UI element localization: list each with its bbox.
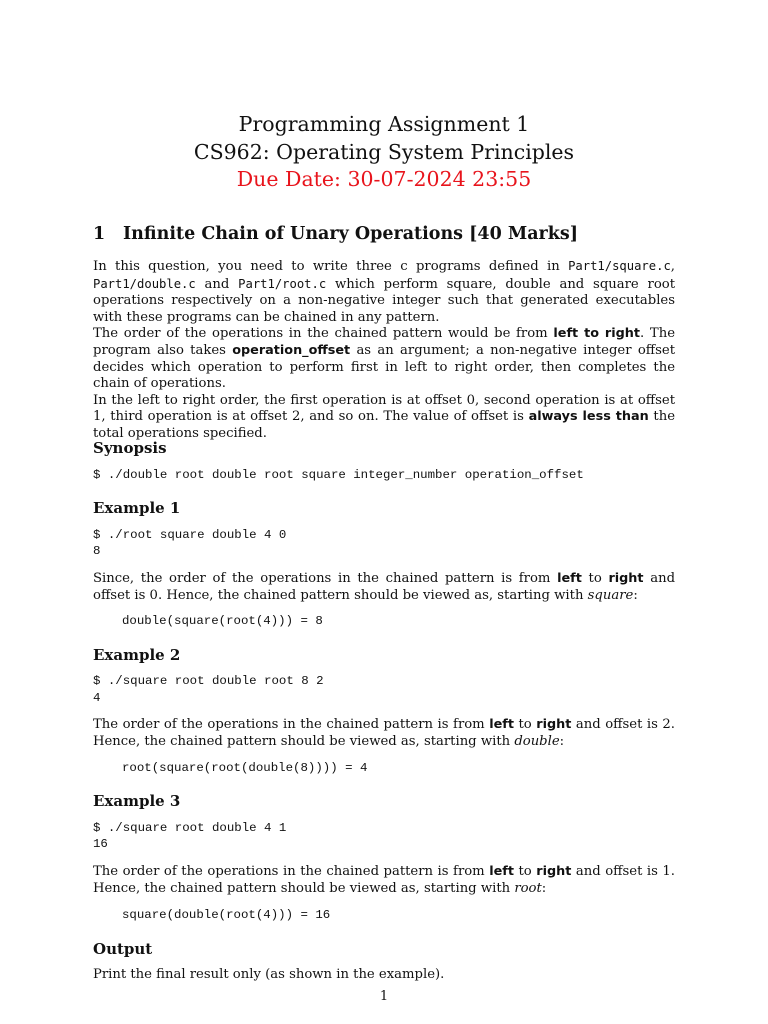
synopsis-heading: Synopsis <box>93 439 167 457</box>
file-root: Part1/root.c <box>238 276 327 291</box>
example1-text: Since, the order of the operations in the chained pattern is from left to right and offset is 0. Hence, the chained pattern should be viewed as, starting with square: <box>93 571 676 603</box>
example1-command: $ ./root square double 4 0 <box>93 528 287 542</box>
example3-expression: square(double(root(4))) = 16 <box>122 908 331 922</box>
example1-output: 8 <box>93 544 101 558</box>
course-title: CS962: Operating System Principles <box>193 140 575 164</box>
file-double: Part1/double.c <box>93 276 196 291</box>
synopsis-command: $ ./double root double root square integer_number operation_offset <box>93 468 584 482</box>
intro-paragraph-2: The order of the operations in the chained pattern would be from left to right. The program also takes operation_offset as an argument; a non-negative integer offset decides which operation to perform first in left to right order, then completes the chain of operations. <box>93 326 676 392</box>
output-text: Print the final result only (as shown in the example). <box>93 967 445 982</box>
intro-text <box>93 258 675 443</box>
page-number: 1 <box>379 989 389 1004</box>
example1-heading: Example 1 <box>93 499 181 517</box>
doc-title: Programming Assignment 1 <box>238 112 530 136</box>
output-heading: Output <box>93 940 153 958</box>
example3-command: $ ./square root double 4 1 <box>93 821 287 835</box>
example2-output: 4 <box>93 691 101 705</box>
section-title: Infinite Chain of Unary Operations [40 Marks] <box>123 224 579 244</box>
example3-output: 16 <box>93 837 108 851</box>
example3-text: The order of the operations in the chained pattern is from left to right and offset is 1. Hence, the chained pattern should be viewed as, starting with root: <box>93 864 675 896</box>
example2-command: $ ./square root double root 8 2 <box>93 674 324 688</box>
example2-text: The order of the operations in the chained pattern is from left to right and offset is 2. Hence, the chained pattern should be viewed as, starting with double: <box>93 717 675 749</box>
file-square: Part1/square.c <box>568 259 671 273</box>
section-number: 1 <box>93 224 106 244</box>
example2-expression: root(square(root(double(8)))) = 4 <box>122 761 368 775</box>
example2-heading: Example 2 <box>93 646 181 664</box>
due-date: Due Date: 30-07-2024 23:55 <box>236 167 532 191</box>
example3-heading: Example 3 <box>93 792 181 810</box>
intro-paragraph-1: In this question, you need to write three c programs defined in Part1/square.c, Part1/double.c and Part1/root.c which perform square, double and square root operations respectively on a non-negative integer such that generated executables with these programs can be chained in any pattern. <box>93 259 676 325</box>
example1-expression: double(square(root(4))) = 8 <box>122 614 323 628</box>
section-heading <box>93 224 578 244</box>
intro-paragraph-3: In the left to right order, the first operation is at offset 0, second operation is at offset 1, third operation is at offset 2, and so on. The value of offset is always less than the total operations specified. <box>93 392 675 441</box>
